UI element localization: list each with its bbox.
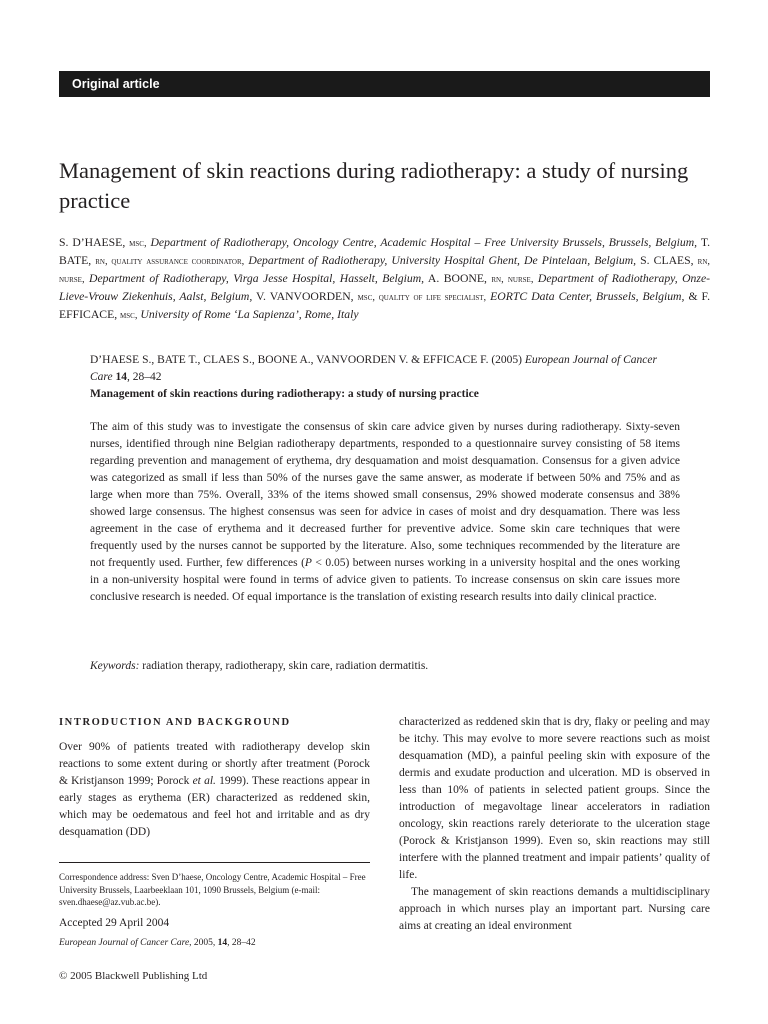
author-affiliation: University of Rome ‘La Sapienza’, Rome, Italy (140, 308, 359, 321)
citation-journal: European Journal of Cancer Care (90, 354, 657, 383)
author-name: V. VANVOORDEN, (256, 290, 354, 303)
author-degree: rn, quality assurance coordinator, (95, 256, 245, 267)
body-paragraph: The management of skin reactions demands a multidisciplinary approach in which nurses play an important part. Nursing care aims at creating an ideal environment (399, 886, 710, 932)
abstract-part-2: < 0.05) between nurses working in a university hospital and the ones working in a non-university hospital were found in terms of advice given to patients. To increase consensus on skin care issues more conclusive research is needed. Of equal importance is the translation of existing research results into daily clinical practice. (90, 557, 680, 603)
author-name: S. CLAES, (640, 254, 694, 267)
citation-reference (90, 352, 680, 386)
copyright-notice: © 2005 Blackwell Publishing Ltd (59, 970, 208, 982)
intro-text: 1999). These reactions appear in early stages as erythema (ER) characterized as reddened skin, which may be oedematous and feel hot and irritable and as dry desquamation (DD) (59, 775, 370, 838)
accepted-date: Accepted 29 April 2004 (59, 917, 170, 929)
author-affiliation: EORTC Data Center, Brussels, Belgium, (490, 290, 685, 303)
keywords-text: radiation therapy, radiotherapy, skin care, radiation dermatitis. (139, 660, 429, 672)
abstract-p-symbol: P (304, 557, 312, 569)
keywords (90, 658, 680, 675)
citation-block (90, 352, 680, 403)
abstract (90, 419, 680, 606)
journal-footer (59, 937, 370, 950)
citation-pages: , 28–42 (126, 371, 162, 383)
citation-authors-year: D’HAESE S., BATE T., CLAES S., BOONE A., VANVOORDEN V. & EFFICACE F. (2005) (90, 354, 522, 366)
author-list (59, 234, 710, 324)
author-name: T. BATE, (59, 236, 711, 267)
author-affiliation: Department of Radiotherapy, Oncology Centre, Academic Hospital – Free University Brussels, Brussels, Belgium, (150, 236, 698, 249)
footnote-divider (59, 862, 370, 863)
author-degree: msc, (129, 238, 147, 249)
author-affiliation: Department of Radiotherapy, Virga Jesse Hospital, Hasselt, Belgium, (89, 272, 425, 285)
keywords-label: Keywords: (90, 660, 140, 672)
author-degree: msc, (120, 310, 138, 321)
citation-title: Management of skin reactions during radiotherapy: a study of nursing practice (90, 388, 479, 400)
journal-footer-pages: , 28–42 (227, 938, 256, 948)
author-and: & (688, 290, 698, 303)
author-affiliation: Department of Radiotherapy, University Hospital Ghent, De Pintelaan, Belgium, (248, 254, 637, 267)
author-degree: rn, nurse, (59, 256, 711, 285)
author-name: S. D’HAESE, (59, 236, 126, 249)
author-name: A. BOONE, (427, 272, 487, 285)
author-affiliation: Department of Radiotherapy, Onze-Lieve-Vrouw Ziekenhuis, Aalst, Belgium, (59, 272, 711, 303)
body-paragraph: characterized as reddened skin that is dry, flaky or peeling and may be itchy. This may evolve to more severe reactions such as moist desquamation (MD), a painful peeling skin with exposure of the dermis and exudate production and ulceration. MD is observed in less than 10% of patients in selected patient groups. Since the introduction of megavoltage linear accelerators in radiation oncology, skin reactions rarely deteriorate to the ulceration stage (Porock & Kristjanson 1999). Even so, skin reactions may still interfere with the planned treatment and impair patients’ quality of life. (399, 716, 710, 881)
journal-footer-volume: 14 (217, 938, 228, 948)
intro-text: Over 90% of patients treated with radiotherapy develop skin reactions to some extent during or shortly after treatment (Porock & Kristjanson 1999; Porock (59, 741, 370, 787)
article-type-banner: Original article (59, 71, 710, 97)
article-title: Management of skin reactions during radiotherapy: a study of nursing practice (59, 158, 689, 213)
body-column-left (59, 714, 370, 841)
journal-footer-name: European Journal of Cancer Care (59, 938, 190, 948)
body-column-right (399, 714, 710, 935)
author-name: F. EFFICACE, (59, 290, 711, 321)
correspondence-address: Correspondence address: Sven D’haese, Oncology Centre, Academic Hospital – Free University Brussels, Laarbeeklaan 101, 1090 Brussels, Belgium (e-mail: sven.dhaese@az.vub.ac.be). (59, 872, 366, 907)
journal-footer-year: , 2005, (189, 938, 218, 948)
author-degree: msc, quality of life specialist, (357, 292, 487, 303)
abstract-part-1: The aim of this study was to investigate the consensus of skin care advice given by nurses during radiotherapy. Sixty-seven nurses, identified through nine Belgian radiotherapy departments, responded to a questionnaire survey consisting of 58 items regarding prevention and management of erythema, dry desquamation and moist desquamation. Consensus for a given advice was categorized as small if less than 50% of the nurses gave the same answer, as moderate if between 50% and 75% and as large when more than 75%. Overall, 33% of the items showed small consensus, 29% showed moderate consensus and 38% showed large consensus. The highest consensus was seen for advice in cases of moist and dry desquamation. There was less agreement in the case of erythema and it decreased further for preventive advice. Some skin care techniques that were frequently used by the nurses cannot be supported by the literature. Also, some techniques recommended by the literature are not frequently used. Further, few differences ( (90, 421, 680, 569)
intro-etal: et al. (192, 775, 216, 787)
intro-paragraph (59, 739, 370, 841)
author-degree: rn, nurse, (491, 274, 534, 285)
section-heading: INTRODUCTION AND BACKGROUND (59, 717, 291, 728)
citation-volume: 14 (115, 371, 127, 383)
